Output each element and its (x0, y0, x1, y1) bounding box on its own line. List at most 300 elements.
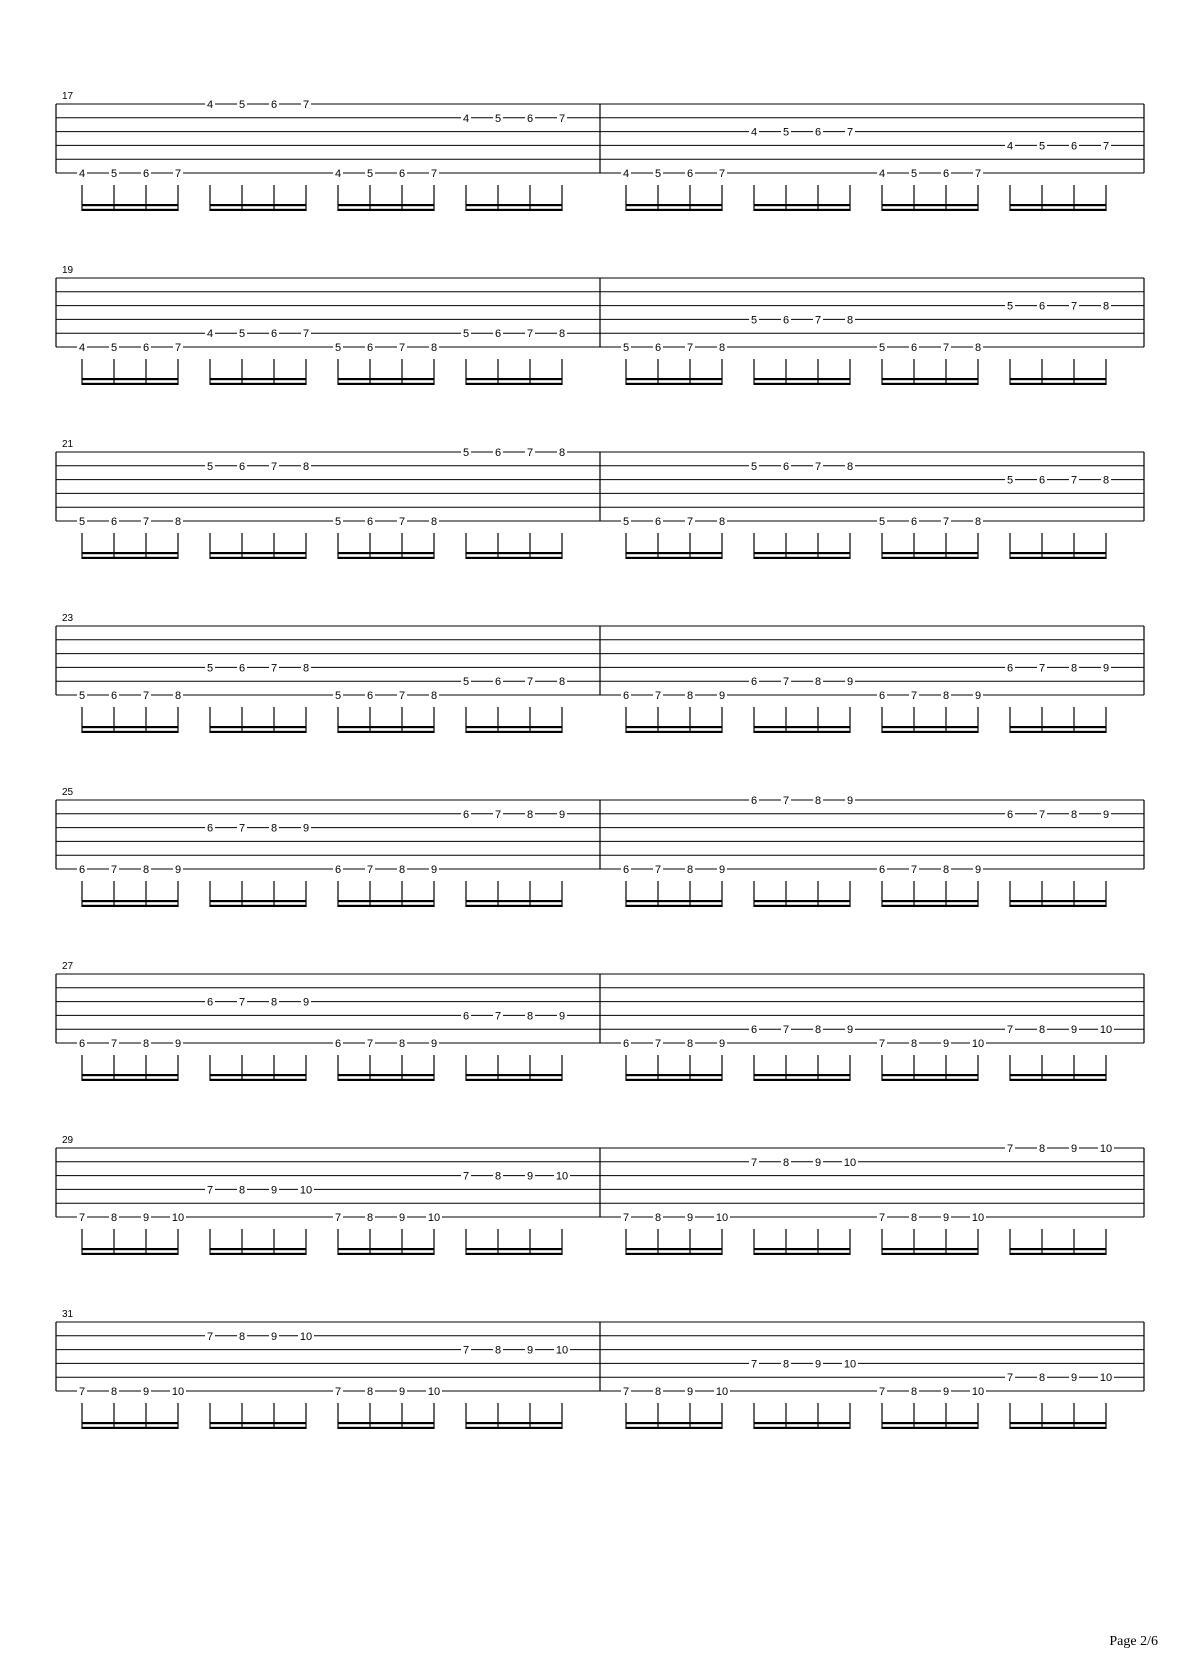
system-number: 17 (62, 91, 74, 102)
beam (210, 1079, 306, 1081)
fret-number: 4 (206, 99, 214, 111)
fret-number: 8 (238, 1330, 246, 1343)
fret-number: 8 (302, 662, 310, 675)
fret-number: 8 (110, 1386, 118, 1398)
beam (1010, 900, 1106, 902)
fret-number: 4 (622, 168, 630, 180)
fret-number: 6 (270, 99, 278, 111)
fret-number: 4 (878, 168, 886, 180)
beam (338, 204, 434, 206)
beam (882, 1074, 978, 1076)
beam (466, 552, 562, 554)
beam (338, 552, 434, 554)
beam (338, 378, 434, 380)
fret-number: 7 (270, 662, 278, 675)
fret-number: 9 (814, 1358, 822, 1371)
beam (338, 1074, 434, 1076)
fret-number: 7 (462, 1344, 470, 1357)
beam (338, 1422, 434, 1424)
fret-number: 8 (558, 447, 566, 459)
fret-number: 8 (174, 516, 182, 528)
fret-number: 7 (398, 516, 406, 528)
fret-number: 7 (1006, 1372, 1014, 1385)
beam (210, 209, 306, 211)
fret-number: 7 (398, 690, 406, 702)
beam (82, 1079, 178, 1081)
fret-number: 9 (558, 808, 566, 821)
fret-number: 8 (366, 1386, 374, 1398)
fret-number: 8 (142, 1038, 150, 1050)
fret-number: 7 (942, 342, 950, 354)
beam (626, 731, 722, 733)
fret-number: 8 (718, 516, 726, 528)
fret-number: 4 (78, 342, 86, 354)
fret-number: 10 (427, 1386, 441, 1398)
beam (1010, 557, 1106, 559)
beam (1010, 905, 1106, 907)
fret-number: 7 (878, 1386, 886, 1398)
fret-number: 9 (846, 795, 854, 807)
beam (754, 383, 850, 385)
system-number: 27 (62, 961, 74, 972)
fret-number: 7 (174, 342, 182, 354)
beam (754, 557, 850, 559)
fret-number: 8 (782, 1156, 790, 1169)
fret-number: 10 (971, 1212, 985, 1224)
fret-number: 6 (686, 168, 694, 180)
fret-number: 5 (334, 516, 342, 528)
fret-number: 7 (846, 126, 854, 139)
system-number: 19 (62, 265, 74, 276)
fret-number: 7 (334, 1386, 342, 1398)
beam (626, 905, 722, 907)
fret-number: 6 (366, 516, 374, 528)
fret-number: 9 (142, 1386, 150, 1398)
fret-number: 10 (299, 1184, 313, 1197)
fret-number: 10 (555, 1170, 569, 1183)
fret-number: 6 (494, 328, 502, 341)
fret-number: 6 (654, 342, 662, 354)
fret-number: 5 (622, 516, 630, 528)
fret-number: 6 (782, 460, 790, 473)
system-number: 21 (62, 439, 74, 450)
fret-number: 7 (238, 996, 246, 1009)
beam (882, 1079, 978, 1081)
fret-number: 7 (1038, 662, 1046, 675)
fret-number: 6 (462, 1010, 470, 1023)
beam (754, 1074, 850, 1076)
fret-number: 6 (622, 864, 630, 876)
beam (1010, 204, 1106, 206)
beam (466, 900, 562, 902)
fret-number: 7 (302, 99, 310, 111)
beam (626, 1422, 722, 1424)
fret-number: 7 (78, 1212, 86, 1224)
fret-number: 9 (430, 1038, 438, 1050)
fret-number: 5 (334, 690, 342, 702)
fret-number: 7 (302, 328, 310, 341)
fret-number: 6 (782, 314, 790, 327)
beam (466, 204, 562, 206)
fret-number: 7 (174, 168, 182, 180)
fret-number: 8 (398, 864, 406, 876)
beam (626, 383, 722, 385)
fret-number: 7 (1006, 1024, 1014, 1037)
fret-number: 8 (174, 690, 182, 702)
fret-number: 8 (1102, 474, 1110, 487)
beam (626, 204, 722, 206)
fret-number: 7 (782, 676, 790, 689)
fret-number: 7 (1070, 300, 1078, 313)
fret-number: 6 (494, 676, 502, 689)
beam (626, 552, 722, 554)
fret-number: 6 (1038, 300, 1046, 313)
fret-number: 6 (110, 690, 118, 702)
beam (82, 204, 178, 206)
fret-number: 10 (299, 1330, 313, 1343)
fret-number: 6 (910, 342, 918, 354)
beam (210, 726, 306, 728)
fret-number: 8 (654, 1386, 662, 1398)
fret-number: 9 (974, 690, 982, 702)
fret-number: 10 (971, 1386, 985, 1398)
fret-number: 7 (782, 1024, 790, 1037)
fret-number: 6 (78, 1038, 86, 1050)
fret-number: 5 (334, 342, 342, 354)
beam (210, 383, 306, 385)
beam (626, 1248, 722, 1250)
beam (466, 1079, 562, 1081)
fret-number: 8 (1070, 662, 1078, 675)
fret-number: 7 (366, 1038, 374, 1050)
fret-number: 6 (878, 690, 886, 702)
fret-number: 6 (526, 112, 534, 125)
beam (754, 900, 850, 902)
tab-system (56, 613, 1144, 733)
beam (210, 731, 306, 733)
fret-number: 6 (238, 460, 246, 473)
fret-number: 6 (270, 328, 278, 341)
fret-number: 8 (142, 864, 150, 876)
fret-number: 9 (302, 822, 310, 835)
fret-number: 7 (814, 460, 822, 473)
fret-number: 6 (142, 342, 150, 354)
fret-number: 7 (910, 690, 918, 702)
beam (882, 204, 978, 206)
fret-number: 7 (686, 342, 694, 354)
fret-number: 8 (910, 1038, 918, 1050)
fret-number: 7 (206, 1330, 214, 1343)
fret-number: 9 (270, 1330, 278, 1343)
beam (1010, 378, 1106, 380)
fret-number: 7 (1102, 140, 1110, 153)
fret-number: 5 (366, 168, 374, 180)
fret-number: 9 (558, 1010, 566, 1023)
fret-number: 9 (718, 690, 726, 702)
fret-number: 7 (526, 676, 534, 689)
fret-number: 6 (206, 822, 214, 835)
fret-number: 9 (398, 1212, 406, 1224)
fret-number: 6 (1006, 662, 1014, 675)
fret-number: 6 (366, 690, 374, 702)
fret-number: 6 (398, 168, 406, 180)
fret-number: 7 (110, 1038, 118, 1050)
fret-number: 8 (238, 1184, 246, 1197)
fret-number: 9 (942, 1038, 950, 1050)
beam (626, 1074, 722, 1076)
fret-number: 6 (654, 516, 662, 528)
beam (210, 1074, 306, 1076)
fret-number: 6 (750, 795, 758, 807)
fret-number: 7 (558, 112, 566, 125)
beam (338, 731, 434, 733)
fret-number: 7 (622, 1212, 630, 1224)
beam (466, 905, 562, 907)
fret-number: 9 (1070, 1143, 1078, 1155)
fret-number: 10 (971, 1038, 985, 1050)
beam (338, 900, 434, 902)
tab-system (56, 91, 1144, 211)
beam (1010, 731, 1106, 733)
beam (338, 726, 434, 728)
fret-number: 4 (1006, 140, 1014, 153)
beam (210, 557, 306, 559)
fret-number: 9 (942, 1212, 950, 1224)
fret-number: 8 (270, 996, 278, 1009)
fret-number: 6 (334, 1038, 342, 1050)
beam (754, 1427, 850, 1429)
fret-number: 9 (526, 1170, 534, 1183)
fret-number: 9 (302, 996, 310, 1009)
fret-number: 9 (174, 1038, 182, 1050)
beam (626, 557, 722, 559)
beam (466, 378, 562, 380)
fret-number: 8 (1038, 1143, 1046, 1155)
fret-number: 7 (654, 690, 662, 702)
beam (1010, 383, 1106, 385)
fret-number: 4 (78, 168, 86, 180)
beam (1010, 1253, 1106, 1255)
fret-number: 8 (302, 460, 310, 473)
fret-number: 10 (715, 1212, 729, 1224)
beam (338, 1253, 434, 1255)
fret-number: 8 (942, 864, 950, 876)
fret-number: 8 (686, 1038, 694, 1050)
beam (882, 1422, 978, 1424)
fret-number: 8 (974, 516, 982, 528)
fret-number: 8 (1038, 1372, 1046, 1385)
fret-number: 4 (206, 328, 214, 341)
beam (338, 557, 434, 559)
fret-number: 7 (654, 1038, 662, 1050)
fret-number: 7 (462, 1170, 470, 1183)
fret-number: 9 (942, 1386, 950, 1398)
fret-number: 7 (526, 447, 534, 459)
fret-number: 6 (334, 864, 342, 876)
beam (754, 204, 850, 206)
fret-number: 5 (1006, 300, 1014, 313)
beam (82, 1422, 178, 1424)
beam (882, 1427, 978, 1429)
beam (882, 905, 978, 907)
fret-number: 7 (942, 516, 950, 528)
beam (466, 1248, 562, 1250)
fret-number: 7 (974, 168, 982, 180)
fret-number: 10 (171, 1386, 185, 1398)
fret-number: 6 (750, 1024, 758, 1037)
fret-number: 8 (654, 1212, 662, 1224)
fret-number: 10 (843, 1156, 857, 1169)
beam (626, 209, 722, 211)
beam (754, 378, 850, 380)
beam (626, 378, 722, 380)
fret-number: 9 (814, 1156, 822, 1169)
fret-number: 5 (494, 112, 502, 125)
beam (1010, 1079, 1106, 1081)
beam (82, 1253, 178, 1255)
fret-number: 6 (1070, 140, 1078, 153)
fret-number: 7 (78, 1386, 86, 1398)
fret-number: 7 (430, 168, 438, 180)
fret-number: 7 (750, 1156, 758, 1169)
beam (338, 1427, 434, 1429)
beam (754, 1248, 850, 1250)
fret-number: 7 (270, 460, 278, 473)
beam (1010, 1248, 1106, 1250)
fret-number: 5 (1006, 474, 1014, 487)
fret-number: 5 (206, 662, 214, 675)
fret-number: 9 (1070, 1024, 1078, 1037)
fret-number: 7 (366, 864, 374, 876)
beam (626, 900, 722, 902)
beam (882, 557, 978, 559)
beam (210, 900, 306, 902)
system-number: 29 (62, 1135, 74, 1146)
fret-number: 6 (942, 168, 950, 180)
fret-number: 10 (171, 1212, 185, 1224)
fret-number: 9 (974, 864, 982, 876)
fret-number: 8 (494, 1170, 502, 1183)
fret-number: 8 (526, 1010, 534, 1023)
beam (882, 552, 978, 554)
system-number: 31 (62, 1309, 74, 1320)
fret-number: 7 (398, 342, 406, 354)
fret-number: 9 (718, 1038, 726, 1050)
fret-number: 6 (206, 996, 214, 1009)
fret-number: 7 (718, 168, 726, 180)
beam (466, 726, 562, 728)
fret-number: 8 (718, 342, 726, 354)
fret-number: 9 (174, 864, 182, 876)
fret-number: 8 (1038, 1024, 1046, 1037)
beam (338, 383, 434, 385)
fret-number: 6 (622, 1038, 630, 1050)
fret-number: 8 (430, 516, 438, 528)
fret-number: 9 (1102, 662, 1110, 675)
fret-number: 7 (1038, 808, 1046, 821)
fret-number: 8 (366, 1212, 374, 1224)
fret-number: 4 (750, 126, 758, 139)
fret-number: 10 (427, 1212, 441, 1224)
tab-system (56, 787, 1144, 907)
fret-number: 8 (686, 690, 694, 702)
fret-number: 4 (462, 112, 470, 125)
fret-number: 10 (843, 1358, 857, 1371)
tab-system (56, 1135, 1144, 1255)
fret-number: 7 (686, 516, 694, 528)
fret-number: 7 (782, 795, 790, 807)
beam (210, 1422, 306, 1424)
beam (82, 1074, 178, 1076)
fret-number: 8 (430, 342, 438, 354)
beam (82, 557, 178, 559)
beam (882, 209, 978, 211)
fret-number: 5 (462, 328, 470, 341)
beam (1010, 726, 1106, 728)
fret-number: 7 (910, 864, 918, 876)
beam (82, 1427, 178, 1429)
fret-number: 8 (814, 676, 822, 689)
fret-number: 5 (78, 690, 86, 702)
fret-number: 9 (846, 1024, 854, 1037)
fret-number: 6 (78, 864, 86, 876)
system-number: 23 (62, 613, 74, 624)
beam (882, 383, 978, 385)
fret-number: 7 (526, 328, 534, 341)
beam (626, 1079, 722, 1081)
fret-number: 8 (494, 1344, 502, 1357)
beam (82, 1248, 178, 1250)
fret-number: 7 (334, 1212, 342, 1224)
fret-number: 5 (1038, 140, 1046, 153)
beam (466, 1422, 562, 1424)
fret-number: 6 (494, 447, 502, 459)
fret-number: 7 (110, 864, 118, 876)
beam (754, 731, 850, 733)
fret-number: 8 (558, 676, 566, 689)
fret-number: 8 (558, 328, 566, 341)
fret-number: 7 (814, 314, 822, 327)
fret-number: 8 (814, 795, 822, 807)
fret-number: 6 (462, 808, 470, 821)
fret-number: 5 (782, 126, 790, 139)
tab-system (56, 1309, 1144, 1429)
fret-number: 5 (654, 168, 662, 180)
beam (82, 905, 178, 907)
tab-system (56, 961, 1144, 1081)
fret-number: 6 (878, 864, 886, 876)
beam (210, 552, 306, 554)
fret-number: 7 (142, 690, 150, 702)
fret-number: 9 (142, 1212, 150, 1224)
tab-system (56, 439, 1144, 559)
fret-number: 7 (494, 808, 502, 821)
beam (82, 731, 178, 733)
beam (754, 1422, 850, 1424)
beam (82, 552, 178, 554)
beam (466, 1074, 562, 1076)
fret-number: 8 (686, 864, 694, 876)
tab-system (56, 265, 1144, 385)
beam (882, 900, 978, 902)
fret-number: 8 (942, 690, 950, 702)
fret-number: 9 (270, 1184, 278, 1197)
fret-number: 6 (750, 676, 758, 689)
beam (210, 905, 306, 907)
system-number: 25 (62, 787, 74, 798)
fret-number: 8 (814, 1024, 822, 1037)
fret-number: 5 (878, 516, 886, 528)
